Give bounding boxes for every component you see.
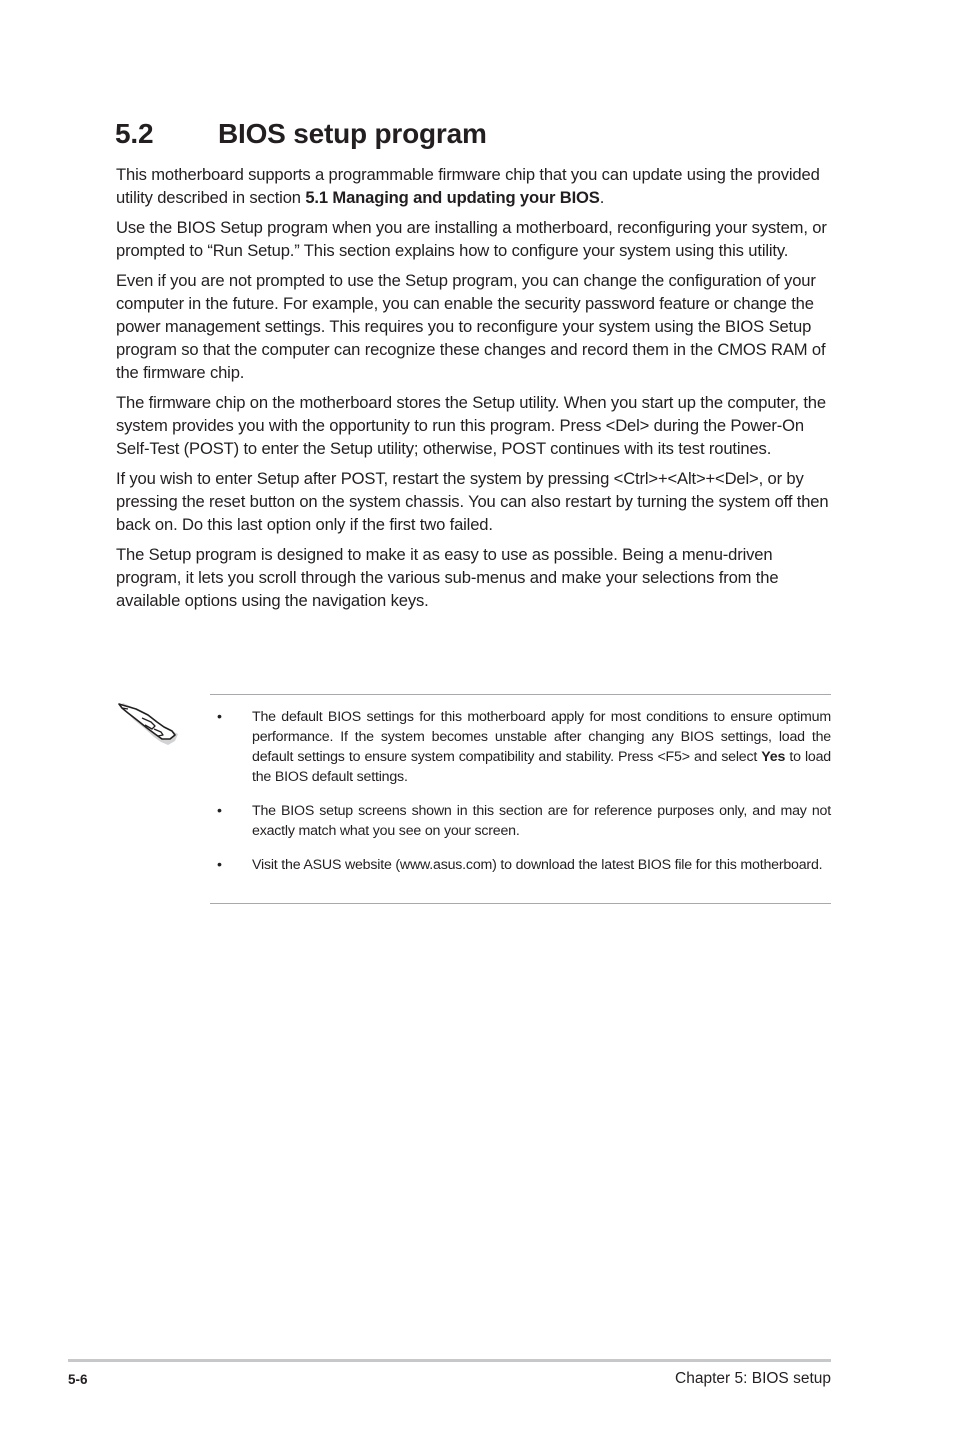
section-reference: 5.1 Managing and updating your BIOS: [305, 188, 600, 207]
paragraph-4: The firmware chip on the motherboard stores the Setup utility. When you start up the computer, the system provides you with the opportunity to run this program. Press <Del> during the Power-On Self-Test (POST) to enter the Setup utility; otherwise, POST continues with its test routines.: [116, 393, 826, 458]
paragraph-6: The Setup program is designed to make it as easy to use as possible. Being a menu-driven program, it lets you scroll through the various sub-menus and make your selections from the available options using the navigation keys.: [116, 545, 779, 610]
note-item-3-text: Visit the ASUS website (www.asus.com) to download the latest BIOS file for this motherboard.: [252, 857, 823, 873]
bullet: •: [217, 709, 222, 725]
paragraph-1: [116, 163, 832, 209]
note-item: [210, 855, 831, 875]
note-item-2-text: The BIOS setup screens shown in this section are for reference purposes only, and may not exactly match what you see on your screen.: [252, 803, 831, 839]
bullet: •: [217, 857, 222, 873]
footer-divider: [68, 1359, 831, 1362]
note-list: [210, 707, 831, 889]
chapter-title: Chapter 5: BIOS setup: [675, 1370, 831, 1387]
section-heading: [115, 118, 487, 150]
section-title: BIOS setup program: [218, 118, 487, 149]
section-number: 5.2: [115, 118, 154, 149]
paragraph-3: Even if you are not prompted to use the Setup program, you can change the configuration of your computer in the future. For example, you can enable the security password feature or change the power management settings. This requires you to reconfigure your system using the BIOS Setup program so that the computer can recognize these changes and record them in the CMOS RAM of the firmware chip.: [116, 271, 826, 382]
note-box: [210, 694, 831, 904]
page-number: 5-6: [68, 1372, 88, 1387]
paragraph-5: If you wish to enter Setup after POST, restart the system by pressing <Ctrl>+<Alt>+<Del>, or by pressing the reset button on the system chassis. You can also restart by turning the system off then back on. Do this last option only if the first two failed.: [116, 469, 829, 534]
note-item-1-end: to load the BIOS default settings.: [252, 749, 831, 785]
note-item-1-bold: Yes: [761, 749, 786, 765]
bullet: •: [217, 803, 222, 819]
note-item: [210, 707, 831, 787]
paragraph-1-text: This motherboard supports a programmable firmware chip that you can update using the provided utility described in section: [116, 165, 820, 207]
paragraph-1-end: .: [599, 188, 605, 207]
note-hand-icon: [114, 696, 180, 746]
note-item: [210, 801, 831, 841]
paragraph-2: Use the BIOS Setup program when you are installing a motherboard, reconfiguring your system, or prompted to “Run Setup.” This section explains how to configure your system using this utility.: [116, 218, 827, 260]
body-text: [116, 163, 832, 619]
note-item-1-text: The default BIOS settings for this motherboard apply for most conditions to ensure optimum performance. If the system becomes unstable after changing any BIOS settings, load the default settings to ensure system compatibility and stability. Press <F5> and select: [252, 709, 831, 765]
